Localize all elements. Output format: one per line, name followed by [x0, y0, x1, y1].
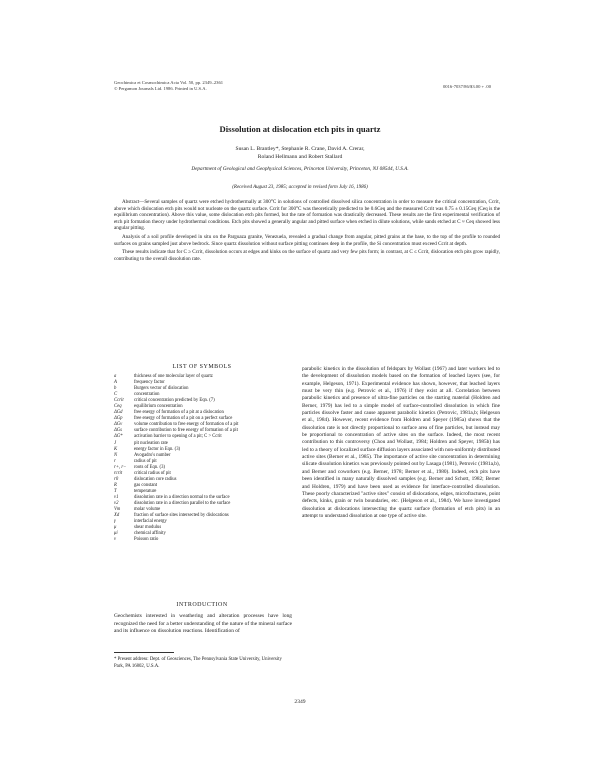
- symbol-definition: critical concentration predicted by Eqn. (7): [134, 398, 215, 404]
- paper-title: Dissolution at dislocation etch pits in quartz: [219, 124, 381, 134]
- authors-line-1: Susan L. Brantley*, Stephanie R. Crane, David A. Crerar,: [235, 146, 365, 152]
- symbol-key: μi: [114, 531, 118, 537]
- right-column-text: parabolic kinetics in the dissolution of feldspars by Wollast (1967) and later workers led to the development of dissolution models based on the formation of leached layers (see, for example, Helgeson, 1971). Experimental evidence has shown, however, that leached layers must be very thin (e.g. Petrovic et al., 1976) if they exist at all. Correlation between parabolic kinetics and presence of ultra-fine particles on the starting material (Holdren and Berner, 1979) has led to a simple model of surface-controlled dissolution in which fine particles dissolve faster and cause apparent parabolic kinetics (Petrovic, 1981a,b; Helgeson et al., 1984). However, recent evidence from Holdren and Speyer (1985a) shows that the dissolution rate is not directly proportional to surface area of fine particles, but instead may be proportional to concentration of active sites on the surface. Indeed, the most recent contribution to this controversy (Chou and Wollast, 1984; Holdren and Speyer, 1985b) has led to a theory of localized surface diffusion layers associated with non-uniformly distributed active sites (Berner et al., 1985). The importance of active site concentration in determining silicate dissolution kinetics was previously pointed out by Lasaga (1981), Petrovic (1981a,b), and Berner and coworkers (e.g. Berner, 1978; Berner et al., 1980). Indeed, etch pits have been identified in many naturally dissolved samples (e.g. Berner and Schott, 1982; Berner and Holdren, 1979) and have been used as evidence for interface-controlled dissolution. These poorly characterized "active sites" consist of dislocations, edges, microfractures, point defects, kinks, grain or twin boundaries, etc. (Helgeson et al., 1984). We have investigated dissolution at dislocations intersecting the quartz surface (formation of etch pits) in an attempt to understand dissolution at one type of active site.: [302, 366, 500, 519]
- symbol-key: ΔGp: [114, 416, 123, 422]
- symbol-definition: free energy of formation of a pit on a perfect surface: [134, 416, 233, 422]
- page-number: 2349: [294, 699, 306, 705]
- symbol-definition: surface contribution to free energy of formation of a pit: [134, 428, 238, 434]
- footnote-rule: [114, 652, 174, 653]
- symbol-definition: pit nucleation rate: [134, 440, 168, 446]
- symbol-definition: free energy of formation of a pit at a dislocation: [134, 410, 224, 416]
- symbol-key: K: [114, 446, 118, 452]
- symbol-definition: molar volume: [134, 507, 161, 513]
- symbol-definition: Avogadro's number: [134, 452, 171, 458]
- abstract: [114, 199, 500, 264]
- symbol-definition: chemical affinity: [134, 531, 166, 537]
- symbol-key: rcrit: [114, 470, 123, 476]
- journal-code: 0016-7037/86/$3.00 + .00: [443, 84, 492, 89]
- symbols-list: [114, 374, 294, 543]
- symbol-definition: radius of pit: [134, 458, 157, 464]
- abstract-paragraph-3: These results indicate that for C ≥ Ccrit, dissolution occurs at edges and kinks on the surface of quartz and very few pits form; in contrast, at C ≤ Ccrit, dislocation etch pits grow rapidly, contributing to the overall dissolution rate.: [114, 249, 500, 262]
- right-column: [302, 366, 500, 520]
- symbol-key: ΔGs: [114, 428, 122, 434]
- symbol-key: N: [114, 452, 118, 458]
- symbol-definition: shear modulus: [134, 525, 162, 531]
- symbols-heading: LIST OF SYMBOLS: [172, 364, 232, 370]
- symbol-definition: dislocation core radius: [134, 476, 177, 482]
- symbol-definition: activation barrier to opening of a pit; C > Ccrit: [134, 434, 222, 440]
- symbol-key: A: [114, 380, 117, 386]
- symbol-key: Vm: [114, 507, 121, 513]
- affiliation: Department of Geological and Geophysical Sciences, Princeton University, Princeton, NJ 08544, U.S.A.: [191, 166, 409, 172]
- symbol-definition: gas constant: [134, 482, 158, 488]
- symbol-key: r+, r−: [114, 464, 127, 470]
- abstract-paragraph-2: Analysis of a soil profile developed in situ on the Parguaza granite, Venezuela, revealed a gradual change from angular, pitted grains at the base, to the top of the profile to rounded surfaces on grains sampled just above bedrock. Since quartz dissolution without surface pitting continues deep in the profile, the Si concentration must exceed Ccrit at depth.: [114, 233, 500, 247]
- copyright-line: © Pergamon Journals Ltd. 1986. Printed in U.S.A.: [114, 86, 207, 91]
- journal-header: [114, 80, 223, 92]
- symbol-key: γ: [114, 519, 116, 525]
- authors-line-2: Roland Hellmann and Robert Stallard: [257, 154, 343, 160]
- symbol-key: J: [114, 440, 117, 446]
- introduction-text: Geochemists interested in weathering and alteration processes have long recognized the need for a better understanding of the nature of the mineral surface and its influence on dissolution reactions. Identification of: [114, 613, 292, 635]
- symbol-key: r: [114, 458, 116, 464]
- symbol-key: C: [114, 392, 118, 398]
- symbol-key: ν: [114, 537, 117, 543]
- author-list: [0, 145, 600, 161]
- symbol-definition: thickness of one molecular layer of quartz: [134, 374, 213, 379]
- received-date: (Received August 23, 1985; accepted in revised form July 16, 1986): [232, 185, 368, 190]
- symbol-key: Ccrit: [114, 398, 124, 404]
- symbol-key: ΔG*: [114, 434, 123, 440]
- symbol-definition: concentration: [134, 392, 160, 398]
- symbol-key: b: [114, 386, 117, 392]
- symbol-key: r0: [114, 476, 119, 482]
- symbol-key: R: [114, 482, 117, 488]
- introduction-heading: INTRODUCTION: [176, 602, 228, 608]
- symbol-definition: volume contribution to free energy of formation of a pit: [134, 422, 239, 428]
- symbol-definition: interfacial energy: [134, 519, 167, 525]
- symbol-row: [114, 537, 294, 543]
- symbol-key: Ceq: [114, 404, 122, 410]
- symbol-definition: energy factor in Eqn. (3): [134, 446, 181, 452]
- symbol-definition: dissolution rate in a direction parallel to the surface: [134, 500, 231, 506]
- symbol-key: a: [114, 374, 117, 379]
- symbol-definition: critical radius of pit: [134, 470, 171, 476]
- symbol-key: T: [114, 488, 117, 494]
- symbol-key: v1: [114, 494, 119, 500]
- symbol-key: ΔGv: [114, 422, 123, 428]
- symbol-definition: roots of Eqn. (3): [134, 464, 165, 470]
- symbol-definition: Burgers vector of dislocation: [134, 386, 189, 392]
- journal-citation: Geochimica et Cosmochimica Acta Vol. 50, pp. 2349–2361: [114, 80, 224, 85]
- symbol-key: ΔGd: [114, 410, 123, 416]
- symbol-definition: fraction of surface sites intersected by dislocations: [134, 513, 229, 519]
- symbol-definition: dissolution rate in a direction normal to the surface: [134, 494, 230, 500]
- symbol-definition: temperature: [134, 488, 157, 494]
- symbol-definition: Poisson ratio: [134, 537, 159, 543]
- symbol-definition: frequency factor: [134, 380, 165, 386]
- symbol-key: v2: [114, 500, 119, 506]
- symbol-key: Xd: [114, 513, 120, 519]
- abstract-paragraph-1: Abstract—Several samples of quartz were etched hydrothermally at 300°C in solutions of controlled dissolved silica concentration in order to measure the critical concentration, Ccrit, above which dislocation etch pits would not nucleate on the quartz surface. Ccrit for 300°C was theoretically predicted to be 0.6Ceq and the measured Ccrit was 0.75 ± 0.15Ceq (Ceq is the equilibrium concentration). Above this value, some dislocation etch pits formed, but the rate of formation was drastically decreased. These results are the first experimental verification of etch pit formation theory under hydrothermal conditions. Etch pits showed a generally angular and pitted surface when etched in dilute solutions, while sands etched at C ≈ Ceq showed less angular pitting.: [114, 199, 500, 232]
- footnote: * Present address: Dept. of Geosciences, The Pennsylvania State University, University Park, PA 16802, U.S.A.: [114, 657, 282, 669]
- symbol-definition: equilibrium concentration: [134, 404, 183, 410]
- symbol-key: μ: [114, 525, 117, 531]
